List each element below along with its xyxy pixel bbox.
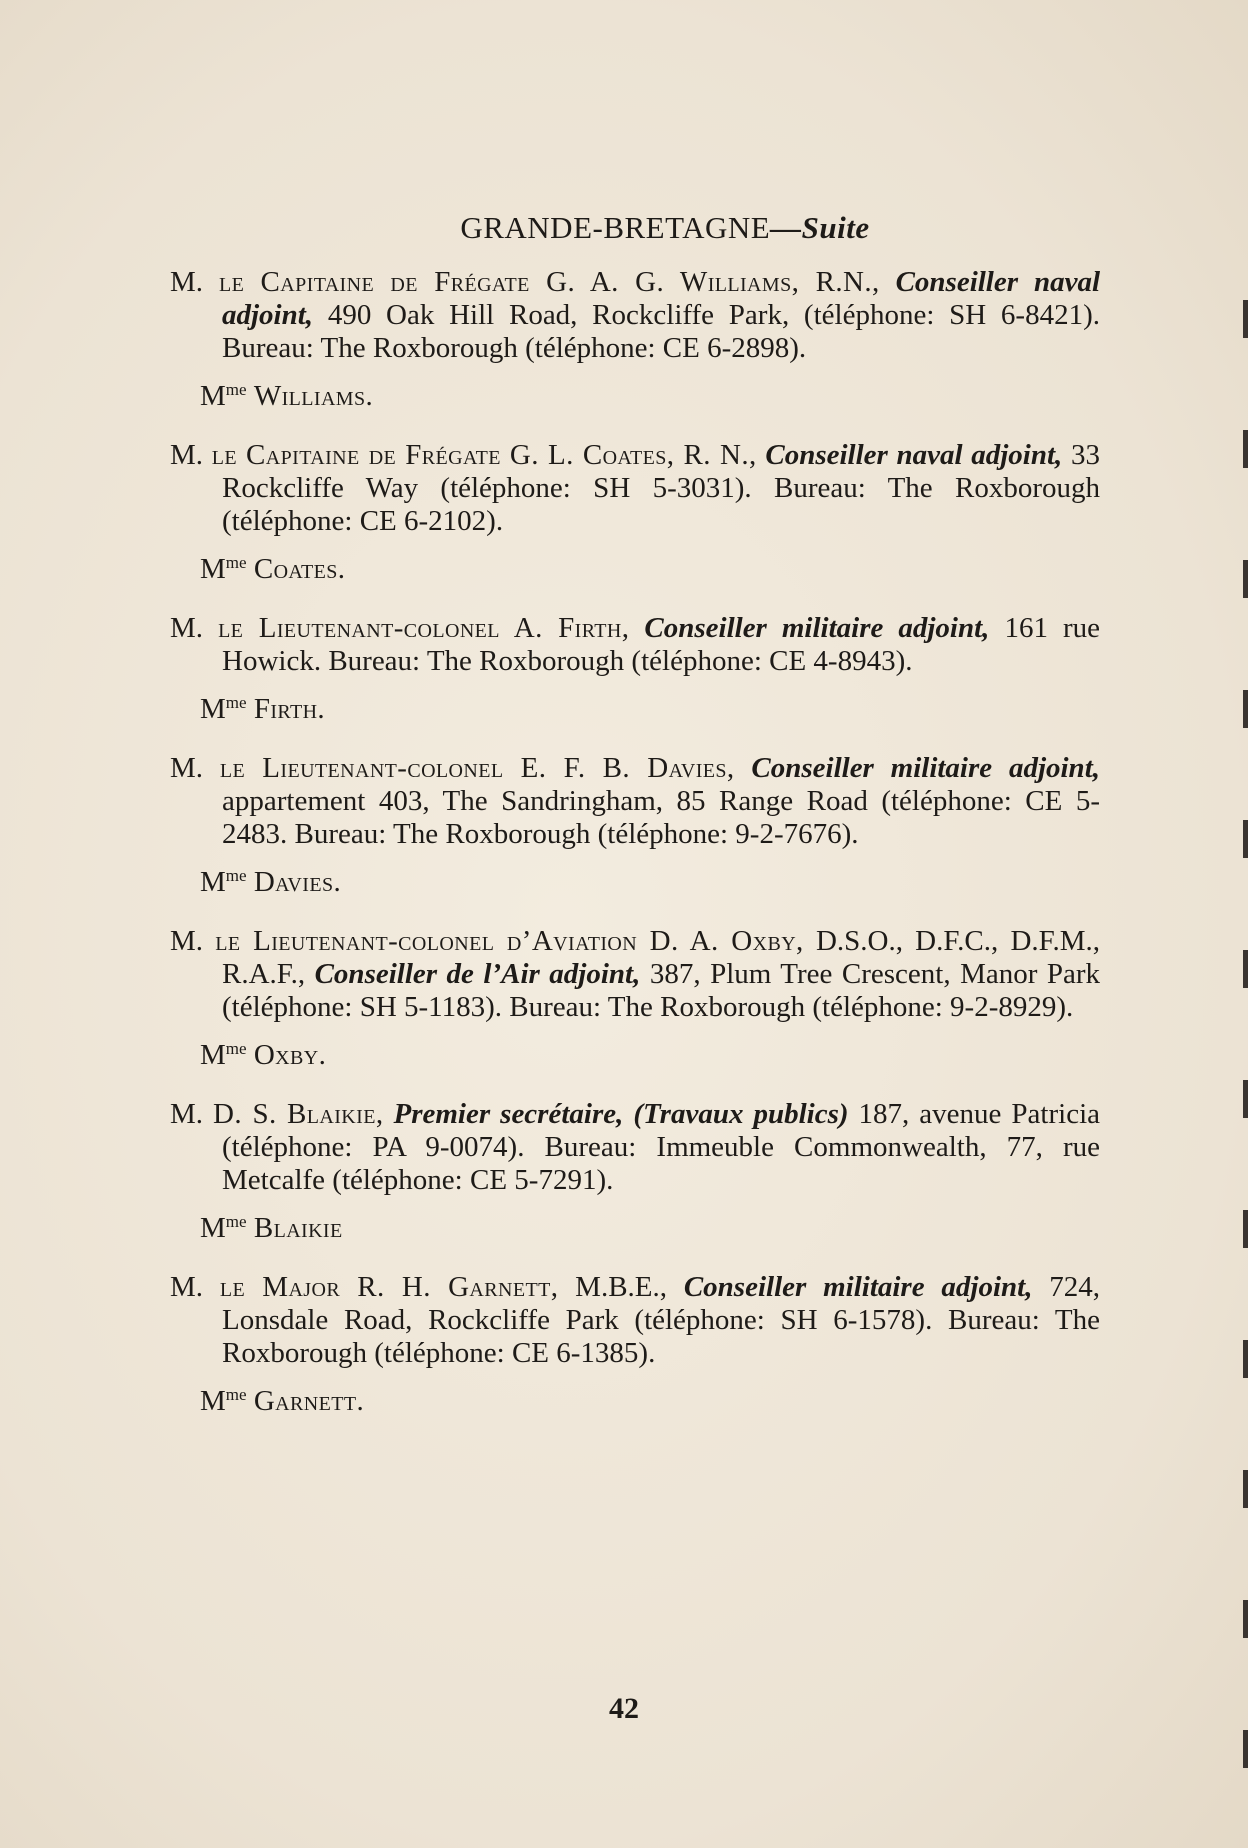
spouse-line: $M^{me}$ Coates. bbox=[200, 553, 346, 585]
entry-title: Conseiller militaire adjoint, bbox=[683, 1271, 1033, 1303]
spouse-line: $M^{me}$ Davies. bbox=[200, 866, 342, 898]
spouse-line: $M^{me}$ Firth. bbox=[200, 693, 326, 725]
entry-rank: le Capitaine de Frégate G. L. Coates, R. N., bbox=[211, 439, 757, 471]
entry-text: M. le Lieutenant-colonel d’Aviation D. A. Oxby, D.S.O., D.F.C., D.F.M., R.A.F., Conseiller de l’Air adjoint, 387, Plum Tree Crescent, Manor Park (téléphone: SH 5-1183). Bureau: The Roxborough (téléphone: 9-2-8929). bbox=[170, 925, 1101, 1023]
entry-text: M. le Capitaine de Frégate G. A. G. Williams, R.N., Conseiller naval adjoint, 490 Oak Hill Road, Rockcliffe Park, (téléphone: SH 6-8421). Bureau: The Roxborough (téléphone: CE 6-2898). bbox=[170, 266, 1101, 364]
entry-text: M. le Lieutenant-colonel E. F. B. Davies, Conseiller militaire adjoint, appartement 403, The Sandringham, 85 Range Road (téléphone: CE 5-2483. Bureau: The Roxborough (téléphone: 9-2-7676). bbox=[170, 752, 1100, 850]
entry-honours: D.S.O., D.F.C., D.F.M., R.A.F., bbox=[222, 925, 1101, 990]
spouse-line: $M^{me}$ Blaikie bbox=[200, 1212, 343, 1244]
entry-rank: le Major R. H. Garnett, bbox=[219, 1271, 559, 1303]
entry-details: appartement 403, The Sandringham, 85 Range Road (téléphone: CE 5-2483. Bureau: The Roxborough (téléphone: 9-2-7676). bbox=[222, 785, 1100, 850]
entry-text: M. le Capitaine de Frégate G. L. Coates, R. N., Conseiller naval adjoint, 33 Rockcliffe Way (téléphone: SH 5-3031). Bureau: The Roxborough (téléphone: CE 6-2102). bbox=[170, 439, 1100, 537]
entry-title: Conseiller militaire adjoint, bbox=[751, 752, 1100, 784]
entry-details: 187, avenue Patricia (téléphone: PA 9-0074). Bureau: Immeuble Commonwealth, 77, rue Metcalfe (téléphone: CE 5-7291). bbox=[222, 1098, 1101, 1196]
entry-firth bbox=[170, 612, 1100, 726]
entry-title: Conseiller naval adjoint, bbox=[765, 439, 1063, 471]
entry-details: 490 Oak Hill Road, Rockcliffe Park, (téléphone: SH 6-8421). Bureau: The Roxborough (téléphone: CE 6-2898). bbox=[222, 299, 1100, 364]
entry-title: Conseiller militaire adjoint, bbox=[644, 612, 990, 644]
entry-text: M. D. S. Blaikie, Premier secrétaire, (Travaux publics) 187, avenue Patricia (téléphone: PA 9-0074). Bureau: Immeuble Commonwealth, 77, rue Metcalfe (téléphone: CE 5-7291). bbox=[170, 1098, 1101, 1196]
entry-oxby bbox=[170, 925, 1100, 1072]
entry-honours: M.B.E., bbox=[575, 1271, 668, 1303]
section-header bbox=[230, 210, 1100, 246]
spouse-line: $M^{me}$ Garnett. bbox=[200, 1385, 365, 1417]
entry-garnett bbox=[170, 1271, 1100, 1418]
header-title: GRANDE-BRETAGNE bbox=[460, 210, 771, 245]
entry-text: M. le Lieutenant-colonel A. Firth, Conseiller militaire adjoint, 161 rue Howick. Bureau: The Roxborough (téléphone: CE 4-8943). bbox=[170, 612, 1100, 677]
spouse-line: $M^{me}$ Williams. bbox=[200, 380, 374, 412]
page-number: 42 bbox=[609, 1692, 639, 1725]
entry-coates bbox=[170, 439, 1100, 586]
entry-title: Conseiller naval adjoint, bbox=[222, 266, 1101, 331]
directory-listing bbox=[170, 210, 1100, 1444]
entry-details: 33 Rockcliffe Way (téléphone: SH 5-3031). Bureau: The Roxborough (téléphone: CE 6-2102). bbox=[222, 439, 1100, 537]
entry-davies bbox=[170, 752, 1100, 899]
entry-rank: le Capitaine de Frégate G. A. G. Williams, R.N., bbox=[218, 266, 880, 298]
entry-rank: le Lieutenant-colonel d’Aviation D. A. Oxby, bbox=[215, 925, 804, 957]
entry-rank: le Lieutenant-colonel E. F. B. Davies, bbox=[219, 752, 735, 784]
binding-edge bbox=[1238, 300, 1248, 1848]
entry-details: 387, Plum Tree Crescent, Manor Park (téléphone: SH 5-1183). Bureau: The Roxborough (téléphone: 9-2-8929). bbox=[222, 958, 1101, 1023]
entry-text: M. le Major R. H. Garnett, M.B.E., Conseiller militaire adjoint, 724, Lonsdale Road, Rockcliffe Park (téléphone: SH 6-1578). Bureau: The Roxborough (téléphone: CE 6-1385). bbox=[170, 1271, 1101, 1369]
entry-rank: D. S. Blaikie, bbox=[213, 1098, 384, 1130]
entry-williams bbox=[170, 266, 1100, 413]
entry-title: Conseiller de l’Air adjoint, bbox=[314, 958, 641, 990]
entry-title: Premier secrétaire, (Travaux publics) bbox=[393, 1098, 849, 1130]
entry-rank: le Lieutenant-colonel A. Firth, bbox=[218, 612, 630, 644]
spouse-line: $M^{me}$ Oxby. bbox=[200, 1039, 327, 1071]
entry-blaikie bbox=[170, 1098, 1100, 1245]
header-suffix: —Suite bbox=[770, 210, 870, 245]
entry-details: 724, Lonsdale Road, Rockcliffe Park (téléphone: SH 6-1578). Bureau: The Roxborough (téléphone: CE 6-1385). bbox=[222, 1271, 1101, 1369]
entry-details: 161 rue Howick. Bureau: The Roxborough (téléphone: CE 4-8943). bbox=[222, 612, 1100, 677]
